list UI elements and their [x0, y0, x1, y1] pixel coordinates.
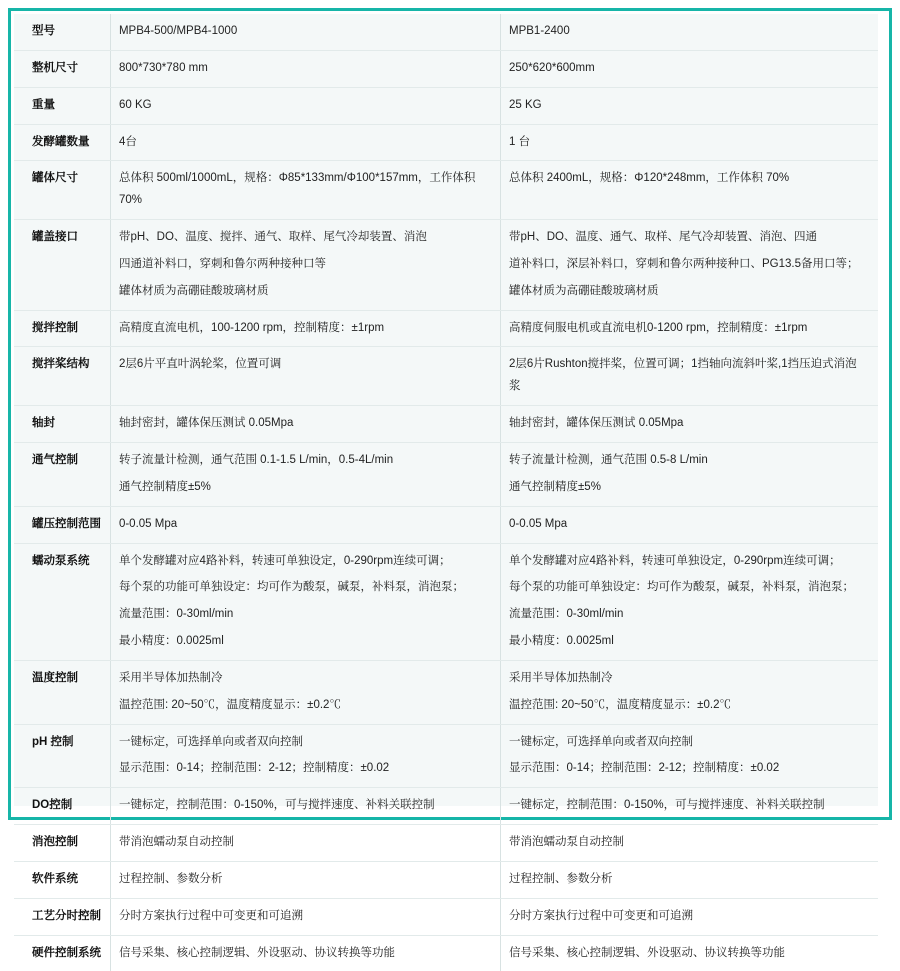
- cell-line: 温控范围: 20~50℃，温度精度显示：±0.2℃: [509, 698, 731, 711]
- cell-line: 总体积 2400mL，规格：Φ120*248mm，工作体积 70%: [509, 172, 790, 185]
- row-label-cell: [14, 788, 110, 825]
- cell-line: 250*620*600mm: [509, 61, 595, 74]
- cell-line: 最小精度：0.0025ml: [509, 635, 614, 648]
- table-row: [14, 220, 878, 311]
- cell-content: [111, 507, 500, 543]
- value-cell-model-1: [110, 543, 500, 660]
- row-label-cell: [14, 87, 110, 124]
- value-cell-model-1: [110, 660, 500, 724]
- cell-line: 温控范围: 20~50℃，温度精度显示：±0.2℃: [118, 698, 341, 711]
- cell-content: [111, 347, 500, 383]
- value-cell-model-2: [501, 660, 879, 724]
- cell-line: 罐体材质为高硼硅酸玻璃材质: [118, 284, 269, 297]
- cell-content: [501, 161, 878, 197]
- row-label-cell: [14, 124, 110, 161]
- cell-content: [501, 125, 878, 161]
- cell-content: [501, 14, 878, 50]
- cell-line: 显示范围：0-14；控制范围：2-12；控制精度：±0.02: [509, 762, 780, 775]
- table-row: [14, 406, 878, 443]
- value-cell-model-1: [110, 124, 500, 161]
- row-label: 轴封: [32, 417, 55, 430]
- cell-content: [111, 725, 500, 788]
- value-cell-model-1: [110, 87, 500, 124]
- cell-line: 通气控制精度±5%: [509, 480, 601, 493]
- cell-content: [501, 725, 878, 788]
- cell-line: 800*730*780 mm: [118, 61, 208, 74]
- cell-content: [111, 220, 500, 310]
- cell-line: 带pH、DO、温度、通气、取样、尾气冷却装置、消泡、四通: [509, 231, 817, 244]
- value-cell-model-1: [110, 898, 500, 935]
- row-label-cell: [14, 406, 110, 443]
- value-cell-model-1: [110, 825, 500, 862]
- cell-content: [111, 825, 500, 861]
- row-label: 重量: [32, 98, 55, 111]
- value-cell-model-2: [501, 310, 879, 347]
- cell-content: [111, 51, 500, 87]
- cell-line: 一键标定，控制范围：0-150%，可与搅拌速度、补料关联控制: [118, 799, 435, 812]
- row-label: 罐体尺寸: [32, 172, 78, 185]
- value-cell-model-1: [110, 14, 500, 50]
- specification-table: [14, 14, 878, 971]
- value-cell-model-2: [501, 935, 879, 971]
- row-label: 发酵罐数量: [32, 135, 90, 148]
- row-label-cell: [14, 861, 110, 898]
- row-label: pH 控制: [32, 735, 74, 748]
- cell-line: 4台: [118, 135, 137, 148]
- cell-content: [501, 788, 878, 824]
- row-label: 罐盖接口: [32, 231, 78, 244]
- table-row: [14, 825, 878, 862]
- cell-content: [501, 507, 878, 543]
- value-cell-model-1: [110, 788, 500, 825]
- cell-line: 2层6片平直叶涡轮桨，位置可调: [118, 358, 282, 371]
- value-cell-model-2: [501, 87, 879, 124]
- cell-line: 总体积 500ml/1000mL，规格：Φ85*133mm/Φ100*157mm，工作体积 70%: [118, 172, 476, 207]
- row-label-cell: [14, 935, 110, 971]
- cell-content: [501, 443, 878, 506]
- cell-content: [501, 311, 878, 347]
- cell-line: 带pH、DO、温度、搅拌、通气、取样、尾气冷却装置、消泡: [118, 231, 427, 244]
- value-cell-model-1: [110, 724, 500, 788]
- row-label: 搅拌控制: [32, 321, 78, 334]
- cell-line: 60 KG: [118, 98, 152, 111]
- row-label: 硬件控制系统: [32, 946, 101, 959]
- row-label: 蠕动泵系统: [32, 554, 90, 567]
- cell-line: 罐体材质为高硼硅酸玻璃材质: [509, 284, 659, 297]
- row-label: 搅拌桨结构: [32, 358, 90, 371]
- row-label: 罐压控制范围: [32, 517, 101, 530]
- cell-content: [111, 161, 500, 219]
- table-row: [14, 161, 878, 220]
- cell-line: 道补料口，深层补料口，穿刺和鲁尔两种接种口、PG13.5备用口等；: [509, 257, 859, 270]
- cell-line: 转子流量计检测，通气范围 0.5-8 L/min: [509, 453, 708, 466]
- cell-line: 最小精度：0.0025ml: [118, 635, 224, 648]
- cell-content: [111, 443, 500, 506]
- cell-content: [111, 125, 500, 161]
- row-label-cell: [14, 161, 110, 220]
- row-label-cell: [14, 506, 110, 543]
- table-row: [14, 861, 878, 898]
- cell-content: [111, 661, 500, 724]
- table-row: [14, 124, 878, 161]
- value-cell-model-2: [501, 788, 879, 825]
- cell-line: 一键标定，可选择单向或者双向控制: [509, 735, 693, 748]
- row-label: 整机尺寸: [32, 61, 78, 74]
- cell-line: 0-0.05 Mpa: [118, 517, 178, 530]
- cell-content: [501, 406, 878, 442]
- cell-content: [111, 788, 500, 824]
- table-row: [14, 898, 878, 935]
- row-label-cell: [14, 442, 110, 506]
- cell-content: [111, 936, 500, 971]
- row-label-cell: [14, 220, 110, 311]
- value-cell-model-2: [501, 50, 879, 87]
- row-label-cell: [14, 310, 110, 347]
- cell-content: [501, 51, 878, 87]
- table-row: [14, 442, 878, 506]
- cell-line: 带消泡蠕动泵自动控制: [118, 836, 234, 849]
- table-row: [14, 347, 878, 406]
- cell-line: 高精度直流电机，100-1200 rpm，控制精度：±1rpm: [118, 321, 385, 334]
- cell-content: [501, 88, 878, 124]
- value-cell-model-2: [501, 898, 879, 935]
- value-cell-model-1: [110, 442, 500, 506]
- row-label: 通气控制: [32, 453, 78, 466]
- cell-content: [501, 220, 878, 310]
- value-cell-model-1: [110, 220, 500, 311]
- cell-line: 四通道补料口，穿刺和鲁尔两种接种口等: [118, 257, 326, 270]
- value-cell-model-1: [110, 935, 500, 971]
- cell-content: [501, 862, 878, 898]
- cell-line: 通气控制精度±5%: [118, 480, 211, 493]
- value-cell-model-2: [501, 506, 879, 543]
- row-label-cell: [14, 660, 110, 724]
- cell-line: 流量范围：0-30ml/min: [118, 608, 234, 621]
- cell-line: 2层6片Rushton搅拌桨，位置可调；1挡轴向流斜叶桨,1挡压迫式消泡浆: [509, 358, 857, 393]
- cell-line: MPB1-2400: [509, 25, 570, 37]
- row-label-cell: [14, 724, 110, 788]
- cell-content: [111, 544, 500, 660]
- spec-panel: [14, 14, 878, 959]
- cell-line: 分时方案执行过程中可变更和可追溯: [509, 909, 693, 922]
- cell-content: [501, 347, 878, 405]
- cell-line: 采用半导体加热制冷: [118, 671, 223, 684]
- table-row: [14, 788, 878, 825]
- cell-line: 信号采集、核心控制逻辑、外设驱动、协议转换等功能: [118, 946, 395, 959]
- cell-line: 显示范围：0-14；控制范围：2-12；控制精度：±0.02: [118, 762, 390, 775]
- cell-content: [111, 899, 500, 935]
- cell-line: 带消泡蠕动泵自动控制: [509, 836, 624, 849]
- table-row: [14, 310, 878, 347]
- cell-line: 1 台: [509, 135, 531, 148]
- row-label: 软件系统: [32, 872, 78, 885]
- cell-line: 25 KG: [509, 98, 542, 111]
- cell-line: 0-0.05 Mpa: [509, 517, 568, 530]
- cell-content: [501, 825, 878, 861]
- cell-content: [111, 14, 500, 50]
- cell-line: 高精度伺服电机或直流电机0-1200 rpm，控制精度：±1rpm: [509, 321, 808, 334]
- value-cell-model-2: [501, 543, 879, 660]
- cell-line: 流量范围：0-30ml/min: [509, 608, 624, 621]
- value-cell-model-2: [501, 442, 879, 506]
- value-cell-model-2: [501, 861, 879, 898]
- value-cell-model-1: [110, 161, 500, 220]
- cell-line: 轴封密封，罐体保压测试 0.05Mpa: [509, 417, 684, 430]
- row-label-cell: [14, 14, 110, 50]
- row-label-cell: [14, 347, 110, 406]
- cell-content: [501, 661, 878, 724]
- table-row: [14, 506, 878, 543]
- value-cell-model-2: [501, 124, 879, 161]
- value-cell-model-2: [501, 220, 879, 311]
- cell-content: [501, 544, 878, 660]
- cell-line: 每个泵的功能可单独设定：均可作为酸泵，碱泵，补料泵，消泡泵；: [118, 581, 464, 594]
- row-label-cell: [14, 898, 110, 935]
- row-label: DO控制: [32, 799, 73, 812]
- cell-line: 单个发酵罐对应4路补料，转速可单独设定，0-290rpm连续可调；: [118, 554, 451, 567]
- cell-line: 过程控制、参数分析: [118, 872, 223, 885]
- cell-line: 分时方案执行过程中可变更和可追溯: [118, 909, 303, 922]
- row-label: 工艺分时控制: [32, 909, 101, 922]
- value-cell-model-2: [501, 406, 879, 443]
- cell-content: [111, 862, 500, 898]
- row-label-cell: [14, 825, 110, 862]
- cell-content: [501, 936, 878, 971]
- table-row: [14, 935, 878, 971]
- value-cell-model-1: [110, 506, 500, 543]
- cell-line: 单个发酵罐对应4路补料，转速可单独设定，0-290rpm连续可调；: [509, 554, 841, 567]
- row-label: 温度控制: [32, 671, 78, 684]
- value-cell-model-1: [110, 310, 500, 347]
- row-label: 消泡控制: [32, 836, 78, 849]
- cell-line: 一键标定，可选择单向或者双向控制: [118, 735, 303, 748]
- cell-content: [111, 311, 500, 347]
- value-cell-model-2: [501, 724, 879, 788]
- value-cell-model-1: [110, 861, 500, 898]
- value-cell-model-2: [501, 825, 879, 862]
- cell-content: [501, 899, 878, 935]
- cell-line: 过程控制、参数分析: [509, 872, 613, 885]
- value-cell-model-2: [501, 347, 879, 406]
- cell-content: [111, 88, 500, 124]
- cell-line: 信号采集、核心控制逻辑、外设驱动、协议转换等功能: [509, 946, 785, 959]
- table-row: [14, 14, 878, 50]
- table-row: [14, 543, 878, 660]
- cell-line: MPB4-500/MPB4-1000: [118, 25, 238, 37]
- row-label-cell: [14, 50, 110, 87]
- cell-line: 一键标定，控制范围：0-150%，可与搅拌速度、补料关联控制: [509, 799, 825, 812]
- cell-content: [111, 406, 500, 442]
- value-cell-model-1: [110, 50, 500, 87]
- cell-line: 每个泵的功能可单独设定：均可作为酸泵，碱泵，补料泵，消泡泵；: [509, 581, 854, 594]
- table-row: [14, 660, 878, 724]
- table-row: [14, 724, 878, 788]
- value-cell-model-2: [501, 161, 879, 220]
- value-cell-model-2: [501, 14, 879, 50]
- table-row: [14, 87, 878, 124]
- value-cell-model-1: [110, 347, 500, 406]
- row-label: 型号: [32, 25, 55, 37]
- cell-line: 轴封密封，罐体保压测试 0.05Mpa: [118, 417, 294, 430]
- row-label-cell: [14, 543, 110, 660]
- value-cell-model-1: [110, 406, 500, 443]
- table-row: [14, 50, 878, 87]
- cell-line: 采用半导体加热制冷: [509, 671, 613, 684]
- cell-line: 转子流量计检测，通气范围 0.1-1.5 L/min，0.5-4L/min: [118, 453, 394, 466]
